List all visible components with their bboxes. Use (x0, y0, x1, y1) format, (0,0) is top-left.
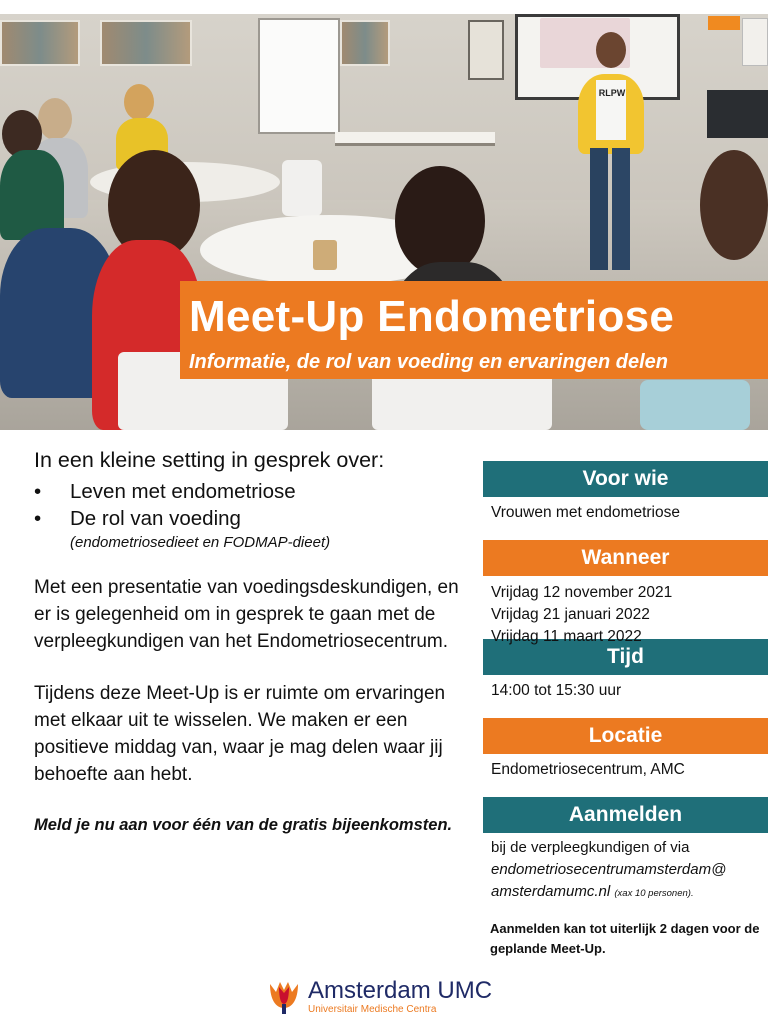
topic-note: (endometriosedieet en FODMAP-dieet) (70, 534, 331, 551)
section-heading-voor-wie: Voor wie (483, 461, 768, 497)
intro-paragraph: Tijdens deze Meet-Up is er ruimte om ervaringen met elkaar uit te wisselen. We maken er een positieve middag van, waar je mag delen waar jij behoefte aan hebt. (34, 683, 446, 785)
topic-label: Leven met endometriose (70, 480, 296, 503)
date-item: Vrijdag 11 maart 2022 (491, 628, 642, 645)
location-text: Endometriosecentrum, AMC (491, 761, 685, 778)
section-heading-wanneer: Wanneer (483, 540, 768, 576)
photo-painting (0, 20, 80, 66)
registration-text (483, 833, 768, 905)
date-item: Vrijdag 21 januari 2022 (491, 606, 650, 623)
photo-poster (468, 20, 504, 80)
photo-top-margin (0, 0, 768, 14)
bullet-icon: • (34, 480, 42, 503)
topic-label: De rol van voeding (70, 507, 241, 530)
page-title: Meet-Up Endometriose (189, 292, 675, 341)
photo-painting (340, 20, 390, 66)
photo-laptop (707, 90, 768, 138)
intro-paragraph: Met een presentatie van voedingsdeskundigen, en er is gelegenheid om in gesprek te gaan met de verpleegkundigen van het Endometriosecentrum. (34, 577, 459, 652)
section-heading-locatie: Locatie (483, 718, 768, 754)
intro-lead: In een kleine setting in gesprek over: (34, 448, 385, 472)
call-to-action: Meld je nu aan voor één van de gratis bijeenkomsten. (34, 816, 453, 834)
section-heading-tijd: Tijd (483, 639, 768, 675)
topic-list (34, 478, 464, 554)
capacity-note: (xax 10 personen). (614, 888, 694, 899)
photo-shirt-text: RLPW (598, 88, 626, 98)
photo-glass (313, 240, 337, 270)
section-heading-aanmelden: Aanmelden (483, 797, 768, 833)
deadline-note: Aanmelden kan tot uiterlijk 2 dagen voor de geplande Meet-Up. (490, 921, 760, 956)
list-item (34, 505, 464, 554)
logo-tagline: Universitair Medische Centra (308, 1004, 437, 1015)
tulip-logo-icon (268, 978, 300, 1016)
photo-painting (100, 20, 192, 66)
logo-name: Amsterdam UMC (308, 977, 493, 1004)
email-link-domain[interactable]: amsterdamumc.nl (491, 883, 611, 900)
date-item: Vrijdag 12 november 2021 (491, 584, 673, 601)
dates-list (483, 576, 768, 645)
audience-text: Vrouwen met endometriose (491, 504, 680, 521)
photo-flipchart (258, 18, 340, 134)
photo-side-table (335, 132, 495, 146)
intro-section (34, 446, 464, 837)
title-banner (180, 281, 768, 379)
registration-line: bij de verpleegkundigen of via (491, 839, 690, 856)
photo-chair (372, 372, 552, 430)
email-link[interactable]: endometriosecentrumamsterdam@ (491, 861, 727, 878)
amsterdam-umc-logo (268, 976, 492, 1018)
photo-wall-sign (708, 16, 740, 30)
photo-chair (640, 380, 750, 430)
bullet-icon: • (34, 507, 42, 530)
list-item (34, 478, 464, 505)
page-subtitle: Informatie, de rol van voeding en ervaringen delen (189, 351, 669, 373)
info-panel (483, 461, 768, 959)
time-text: 14:00 tot 15:30 uur (491, 682, 622, 699)
photo-wall-paper (742, 18, 768, 66)
photo-chair (282, 160, 322, 216)
